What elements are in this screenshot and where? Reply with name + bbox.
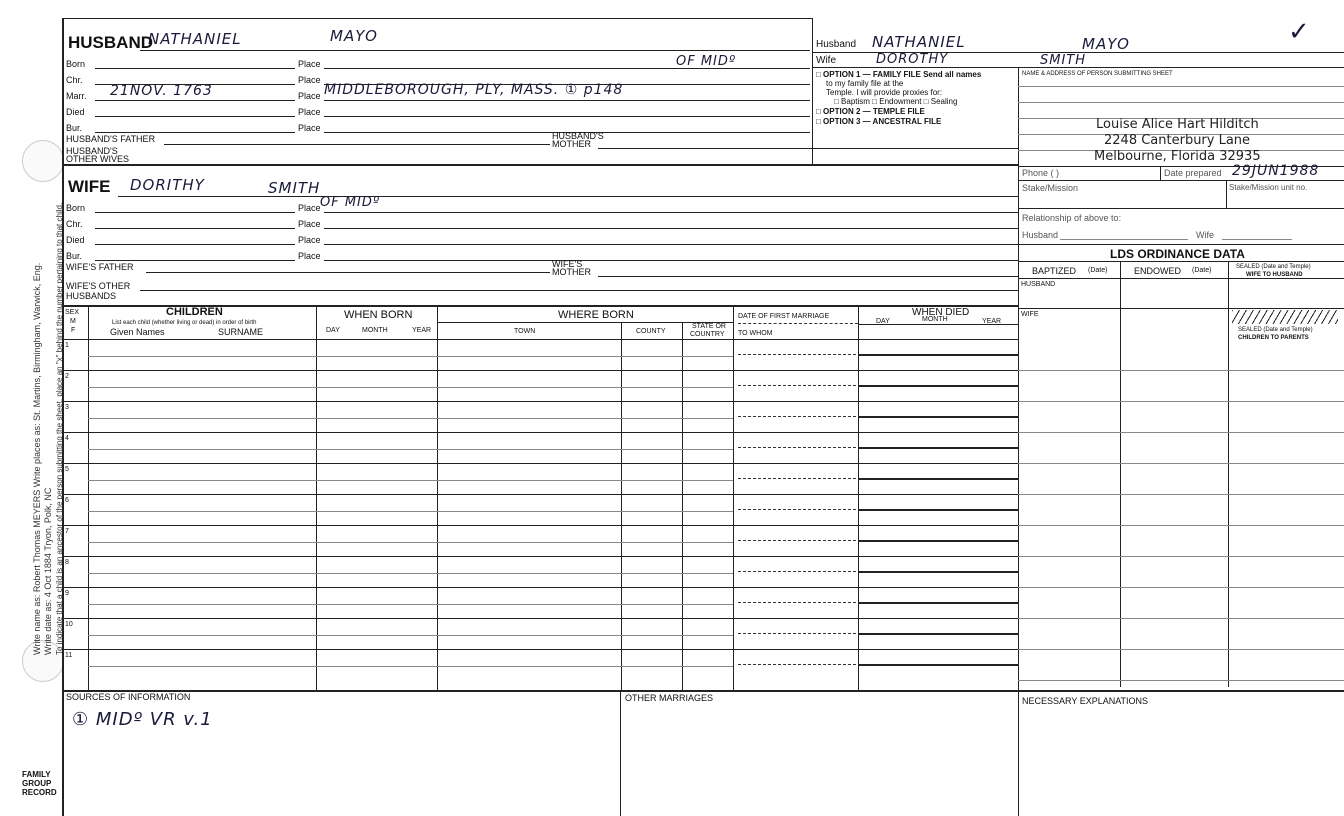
child-row-number: 4 [65,435,69,442]
lds-sealed-children-1: SEALED (Date and Temple) [1238,327,1313,333]
col-sex: SEX [65,309,80,316]
stake-label: Stake/Mission [1022,183,1079,193]
date-prepared-label: Date prepared [1164,168,1222,178]
sources-value[interactable]: ① MIDº VR v.1 [72,709,213,730]
col-when-died: WHEN DIED [912,307,970,318]
wife-other-husbands-1: WIFE'S OTHER [66,281,131,291]
wife-died-place-label: Place [298,235,321,245]
punch-hole-top [22,140,64,182]
husband-born-label: Born [66,59,86,69]
wife-given-name[interactable]: DORITHY [130,176,205,194]
lds-baptized-date: (Date) [1088,267,1108,274]
lds-sealed-1: SEALED (Date and Temple) [1236,264,1311,270]
wife-born-place-label: Place [298,203,321,213]
wife-bur-label: Bur. [66,251,83,261]
husband-bur-label: Bur. [66,123,83,133]
husband-given-name[interactable]: NATHANIEL [148,30,242,48]
husband-father-label: HUSBAND'S FATHER [66,134,156,144]
col-children-sub: List each child (whether living or dead) in order of birth [112,320,257,326]
submitter-label: NAME & ADDRESS OF PERSON SUBMITTING SHEET [1022,71,1173,77]
lds-sealed-children-2: CHILDREN TO PARENTS [1238,335,1309,341]
submitter-name: Louise Alice Hart Hilditch [1096,117,1259,132]
col-to-whom: TO WHOM [738,330,773,337]
child-row-number: 5 [65,466,69,473]
form-title-record: RECORD [22,788,57,797]
child-row-number: 7 [65,528,69,535]
top-husband-given[interactable]: NATHANIEL [872,33,966,51]
col-sex-f: F [71,327,76,334]
stake-unit-label: Stake/Mission unit no. [1229,183,1308,192]
form-title-group: GROUP [22,779,52,788]
child-row-number: 11 [65,652,73,659]
col-county: COUNTY [636,328,666,335]
option1-line4[interactable]: □ Baptism □ Endowment □ Sealing [834,97,958,106]
husband-died-label: Died [66,107,85,117]
lds-endowed: ENDOWED [1134,266,1181,276]
date-prepared-value[interactable]: 29JUN1988 [1232,163,1320,179]
explanations-label: NECESSARY EXPLANATIONS [1022,696,1149,706]
husband-other-wives-1: HUSBAND'S [66,146,118,156]
top-check-mark: ✓ [1288,17,1311,47]
husband-mother-label-1: HUSBAND'S [552,131,604,141]
husband-marr-label: Marr. [66,91,87,101]
col-born-day: DAY [326,327,340,334]
husband-born-place-label: Place [298,59,321,69]
col-children: CHILDREN [166,306,223,318]
margin-instruction-ancestor: To indicate that a child is an ancestor of the person submitting the sheet, place an "x" behind the number pertaining to that child. [55,202,64,655]
submitter-city: Melbourne, Florida 32935 [1094,149,1261,164]
wife-born-place[interactable]: OF MIDº [320,195,381,210]
rel-wife-label: Wife [1196,230,1214,240]
lds-husband-row: HUSBAND [1021,281,1056,288]
husband-mother-label-2: MOTHER [552,139,591,149]
child-row-number: 10 [65,621,73,628]
wife-surname[interactable]: SMITH [268,179,321,197]
husband-chr-label: Chr. [66,75,83,85]
margin-instruction-dates: Write date as: 4 Oct 1884 Tryon, Polk, NC [43,487,53,655]
phone-label: Phone ( ) [1022,168,1060,178]
wife-father-label: WIFE'S FATHER [66,262,134,272]
col-state-1: STATE OR [692,323,726,330]
child-row-number: 2 [65,373,69,380]
wife-bur-place-label: Place [298,251,321,261]
top-wife-given[interactable]: DOROTHY [876,52,949,67]
wife-died-label: Died [66,235,85,245]
husband-marr-place-label: Place [298,91,321,101]
child-row-number: 9 [65,590,69,597]
wife-chr-place-label: Place [298,219,321,229]
col-town: TOWN [514,328,536,335]
lds-baptized: BAPTIZED [1032,266,1077,276]
child-row-number: 8 [65,559,69,566]
wife-born-label: Born [66,203,86,213]
other-marriages-label: OTHER MARRIAGES [625,693,714,703]
col-when-born: WHEN BORN [344,309,413,321]
wife-other-husbands-2: HUSBANDS [66,291,117,301]
option1-line2: to my family file at the [826,79,904,88]
child-row-number: 6 [65,497,69,504]
col-given-names: Given Names [110,327,165,337]
col-died-day: DAY [876,318,890,325]
husband-marr-place[interactable]: MIDDLEBOROUGH, PLY, MASS. ① p148 [324,82,624,98]
husband-section-label: HUSBAND [68,33,153,52]
wife-chr-label: Chr. [66,219,83,229]
option1-line3: Temple. I will provide proxies for: [826,88,943,97]
husband-bur-place-label: Place [298,123,321,133]
relationship-label: Relationship of above to: [1022,213,1122,223]
child-row-number: 1 [65,342,69,349]
husband-marr-date[interactable]: 21NOV. 1763 [110,83,213,99]
lds-title: LDS ORDINANCE DATA [1110,247,1245,261]
top-husband-label: Husband [816,39,857,50]
top-wife-label: Wife [816,55,836,66]
col-where-born: WHERE BORN [558,309,634,321]
wife-section-label: WIFE [68,177,111,196]
lds-endowed-date: (Date) [1192,267,1212,274]
rel-husband-label: Husband [1022,230,1059,240]
margin-instruction-names: Write name as: Robert Thomas MEYERS Write places as: St. Martins, Birmingham, Warwick, Eng. [32,262,42,655]
option1[interactable]: □ OPTION 1 — FAMILY FILE Send all names [816,70,982,79]
sources-label: SOURCES OF INFORMATION [66,692,191,702]
husband-died-place-label: Place [298,107,321,117]
col-born-year: YEAR [412,327,432,334]
wife-mother-label-2: MOTHER [552,267,591,277]
husband-born-place[interactable]: OF MIDº [676,54,737,69]
husband-other-wives-2: OTHER WIVES [66,154,130,164]
submitter-street: 2248 Canterbury Lane [1104,133,1251,148]
col-died-month: MONTH [922,316,948,323]
col-first-marriage: DATE OF FIRST MARRIAGE [738,313,830,320]
child-row-number: 3 [65,404,69,411]
husband-surname[interactable]: MAYO [330,27,378,45]
col-sex-m: M [70,318,76,325]
lds-sealed-2: WIFE TO HUSBAND [1246,272,1303,278]
col-died-year: YEAR [982,318,1002,325]
option3[interactable]: □ OPTION 3 — ANCESTRAL FILE [816,117,942,126]
top-wife-surname[interactable]: SMITH [1040,53,1087,68]
col-born-month: MONTH [362,327,388,334]
form-title-family: FAMILY [22,770,51,779]
col-state-2: COUNTRY [690,331,725,338]
top-husband-surname[interactable]: MAYO [1082,35,1130,53]
husband-chr-place-label: Place [298,75,321,85]
wife-mother-label-1: WIFE'S [552,259,583,269]
lds-wife-row: WIFE [1021,311,1039,318]
lds-hatch [1232,310,1338,324]
option2[interactable]: □ OPTION 2 — TEMPLE FILE [816,107,925,116]
col-surname: SURNAME [218,327,264,337]
